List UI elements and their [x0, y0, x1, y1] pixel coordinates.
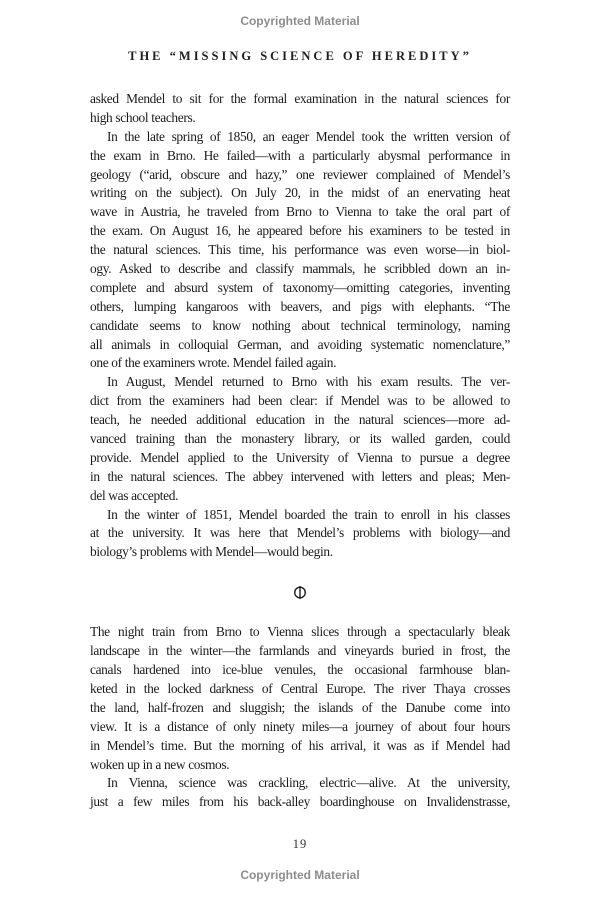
text-line: asked Mendel to sit for the formal examination in the natural sciences for — [90, 91, 510, 106]
text-line: the land, half-frozen and sluggish; the islands of the Danube come into — [90, 699, 510, 715]
text-line: at the university. It was here that Mendel’s problems with biology—and — [90, 525, 510, 541]
copyright-notice-top: Copyrighted Material — [240, 14, 360, 28]
text-line: the exam. On August 16, he appeared before his examiners to be tested in — [90, 223, 510, 239]
text-line: others, lumping kangaroos with beavers, and pigs with elephants. “The — [90, 298, 510, 314]
page-number: 19 — [292, 837, 308, 852]
text-line: complete and absurd system of taxonomy—omitting categories, inventing — [90, 279, 510, 295]
text-line: keted in the locked darkness of Central Europe. The river Thaya crosses — [90, 680, 510, 696]
section-break — [90, 562, 510, 623]
text-line: the exam in Brno. He failed—with a particularly abysmal performance in — [90, 147, 510, 163]
body-text — [90, 90, 510, 812]
text-line: canals hardened into ice-blue venules, the occasional farmhouse blan- — [90, 662, 510, 678]
text-line: In Vienna, science was crackling, electric—alive. At the university, — [107, 775, 510, 791]
text-line: In August, Mendel returned to Brno with his exam results. The ver- — [107, 374, 510, 390]
text-line: in Mendel’s time. But the morning of his arrival, it was as if Mendel had — [90, 737, 510, 753]
text-line: the natural sciences. This time, his performance was even worse—in biol- — [90, 242, 510, 258]
text-line: just a few miles from his back-alley boardinghouse on Invalidenstrasse, — [90, 794, 510, 810]
text-line: landscape in the winter—the farmlands and vineyards buried in frost, the — [90, 643, 510, 659]
copyright-notice-bottom: Copyrighted Material — [240, 868, 360, 883]
text-line: dict from the examiners had been clear: if Mendel was to be allowed to — [90, 393, 510, 409]
text-line: In the late spring of 1850, an eager Mendel took the written version of — [107, 128, 510, 144]
text-line: geology (“arid, obscure and hazy,” one reviewer complained of Mendel’s — [90, 166, 510, 182]
text-line: biology’s problems with Mendel—would begin. — [90, 544, 333, 560]
text-line: wave in Austria, he traveled from Brno to Vienna to take the oral part of — [90, 204, 510, 220]
text-line: vanced training than the monastery library, or its walled garden, could — [90, 431, 510, 447]
text-line: high school teachers. — [90, 109, 196, 125]
text-line: writing on the subject). On July 20, in the midst of an enervating heat — [90, 185, 510, 201]
text-line: all animals in colloquial German, and avoiding systematic nomenclature,” — [90, 336, 510, 352]
text-line: in the natural sciences. The abbey intervened with letters and pleas; Men- — [90, 468, 510, 484]
text-line: del was accepted. — [90, 487, 179, 503]
chapter-title: THE “MISSING SCIENCE OF HEREDITY” — [128, 49, 472, 63]
text-line: In the winter of 1851, Mendel boarded the train to enroll in his classes — [107, 506, 510, 522]
text-line: candidate seems to know nothing about technical terminology, naming — [90, 317, 510, 333]
text-line: The night train from Brno to Vienna slices through a spectacularly bleak — [90, 624, 510, 640]
text-line: woken up in a new cosmos. — [90, 756, 230, 772]
text-line: ogy. Asked to describe and classify mammals, he scribbled down an in- — [90, 261, 510, 277]
section-break-ornament-icon — [293, 584, 307, 601]
text-line: one of the examiners wrote. Mendel failed again. — [90, 355, 337, 371]
text-line: provide. Mendel applied to the University of Vienna to pursue a degree — [90, 449, 510, 465]
text-line: view. It is a distance of only ninety miles—a journey of about four hours — [90, 718, 510, 734]
text-line: teach, he needed additional education in the natural sciences—more ad- — [90, 412, 510, 428]
